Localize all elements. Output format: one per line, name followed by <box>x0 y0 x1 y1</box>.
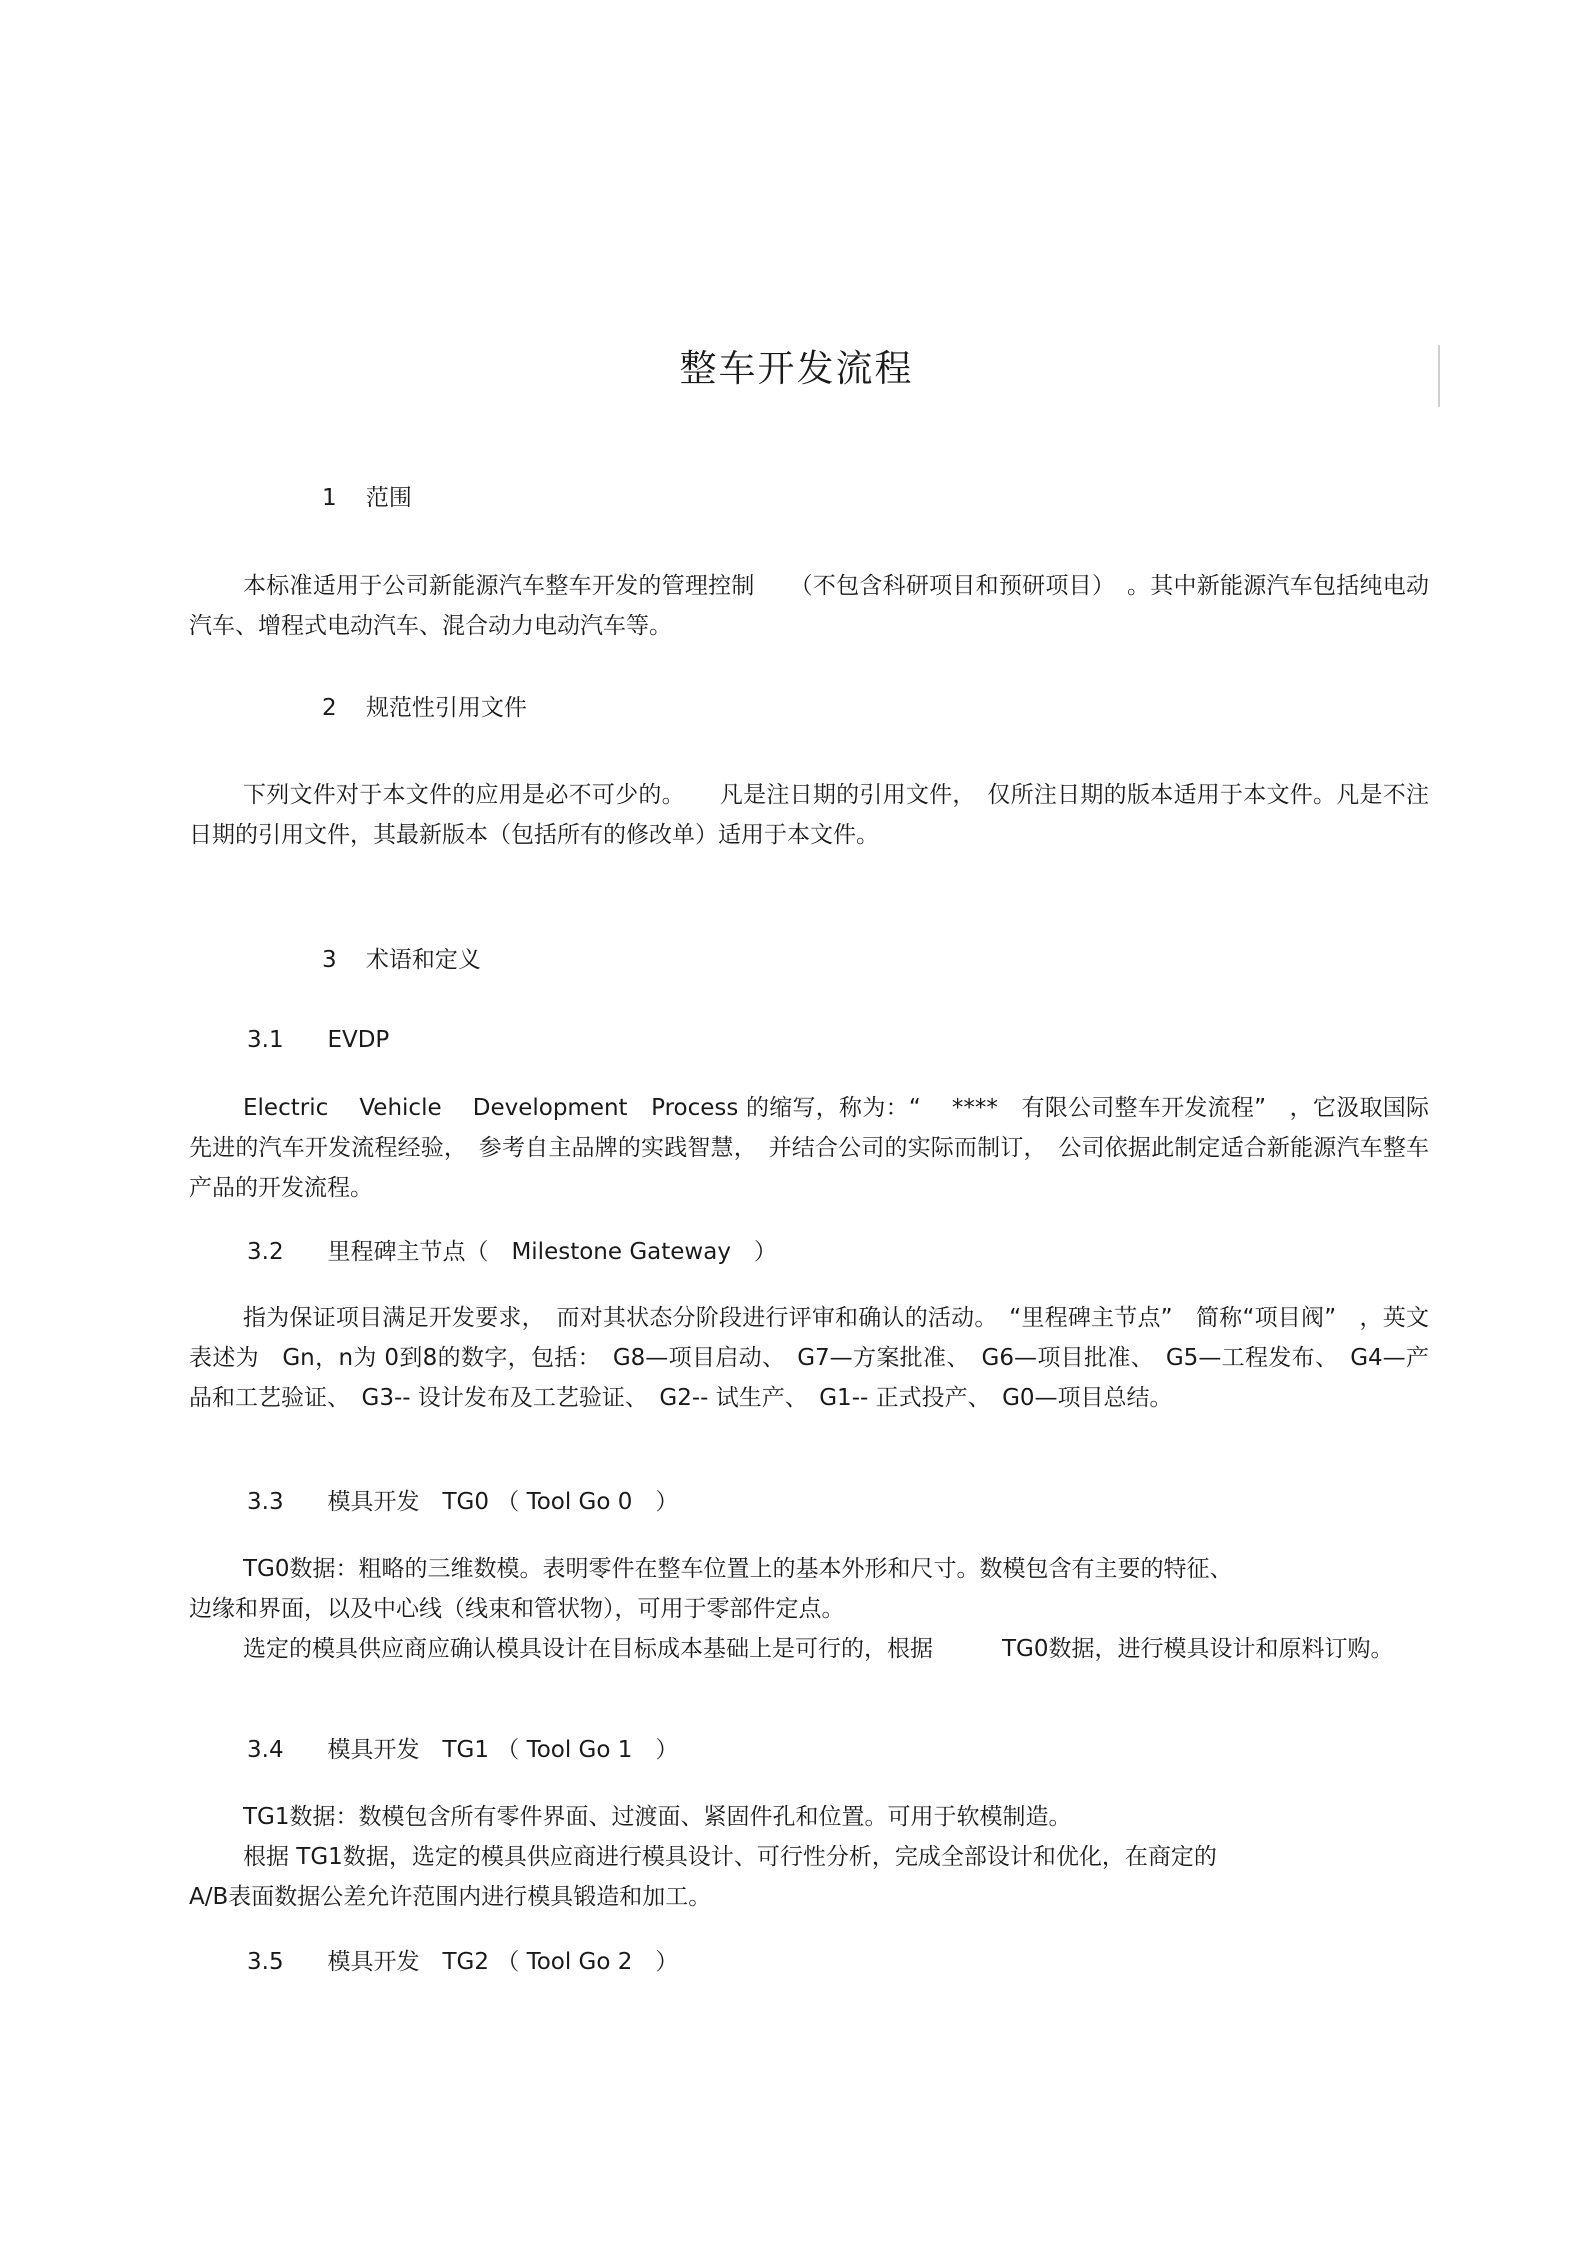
section-1-heading: 1 范围 <box>322 485 412 511</box>
subsection-3-3-paragraph-2: 边缘和界面，以及中心线（线束和管状物），可用于零部件定点。 <box>189 1596 845 1622</box>
subsection-3-3-paragraph-3: 选定的模具供应商应确认模具设计在目标成本基础上是可行的，根据 TG0数据，进行模具设计和原料订购。 <box>243 1636 1394 1662</box>
subsection-3-3-paragraph-1: TG0数据：粗略的三维数模。表明零件在整车位置上的基本外形和尺寸。数模包含有主要的特征、 <box>243 1556 1233 1582</box>
document-title: 整车开发流程 <box>679 347 914 390</box>
subsection-3-4-paragraph-2: 根据 TG1数据，选定的模具供应商进行模具设计、可行性分析，完成全部设计和优化，在商定的 <box>243 1844 1217 1870</box>
subsection-3-1-paragraph: Electric Vehicle Development Process 的缩写，称为：“ **** 有限公司整车开发流程” ，它汲取国际先进的汽车开发流程经验， 参考自主品牌的实践智慧， 并结合公司的实际而制订， 公司依据此制定适合新能源汽车整车产品的开发流程。 <box>189 1095 1429 1201</box>
section-2-paragraph: 下列文件对于本文件的应用是必不可少的。 凡是注日期的引用文件， 仅所注日期的版本适用于本文件。凡是不注日期的引用文件，其最新版本（包括所有的修改单）适用于本文件。 <box>189 782 1429 848</box>
subsection-3-1-heading: 3.1 EVDP <box>247 1027 390 1053</box>
subsection-3-3-heading: 3.3 模具开发 TG0 （ Tool Go 0 ） <box>247 1489 679 1515</box>
subsection-3-2-heading: 3.2 里程碑主节点（ Milestone Gateway ） <box>247 1239 777 1265</box>
subsection-3-4-paragraph-1: TG1数据：数模包含所有零件界面、过渡面、紧固件孔和位置。可用于软模制造。 <box>243 1804 1072 1830</box>
subsection-3-2-paragraph: 指为保证项目满足开发要求， 而对其状态分阶段进行评审和确认的活动。 “里程碑主节点” 简称“项目阀” ，英文表述为 Gn，n为 0到8的数字，包括： G8—项目启动、 G7—方案批准、 G6—项目批准、 G5—工程发布、 G4—产品和工艺验证、 G3-- 设计发布及工艺验证、 G2-- 试生产、 G1-- 正式投产、 G0—项目总结。 <box>189 1305 1429 1411</box>
section-2-heading: 2 规范性引用文件 <box>322 695 527 721</box>
subsection-3-5-heading: 3.5 模具开发 TG2 （ Tool Go 2 ） <box>247 1949 679 1975</box>
subsection-3-4-paragraph-3: A/B表面数据公差允许范围内进行模具锻造和加工。 <box>189 1884 712 1910</box>
section-3-heading: 3 术语和定义 <box>322 947 481 973</box>
subsection-3-4-heading: 3.4 模具开发 TG1 （ Tool Go 1 ） <box>247 1737 679 1763</box>
section-1-paragraph: 本标准适用于公司新能源汽车整车开发的管理控制 （不包含科研项目和预研项目） 。其中新能源汽车包括纯电动汽车、增程式电动汽车、混合动力电动汽车等。 <box>189 573 1429 639</box>
